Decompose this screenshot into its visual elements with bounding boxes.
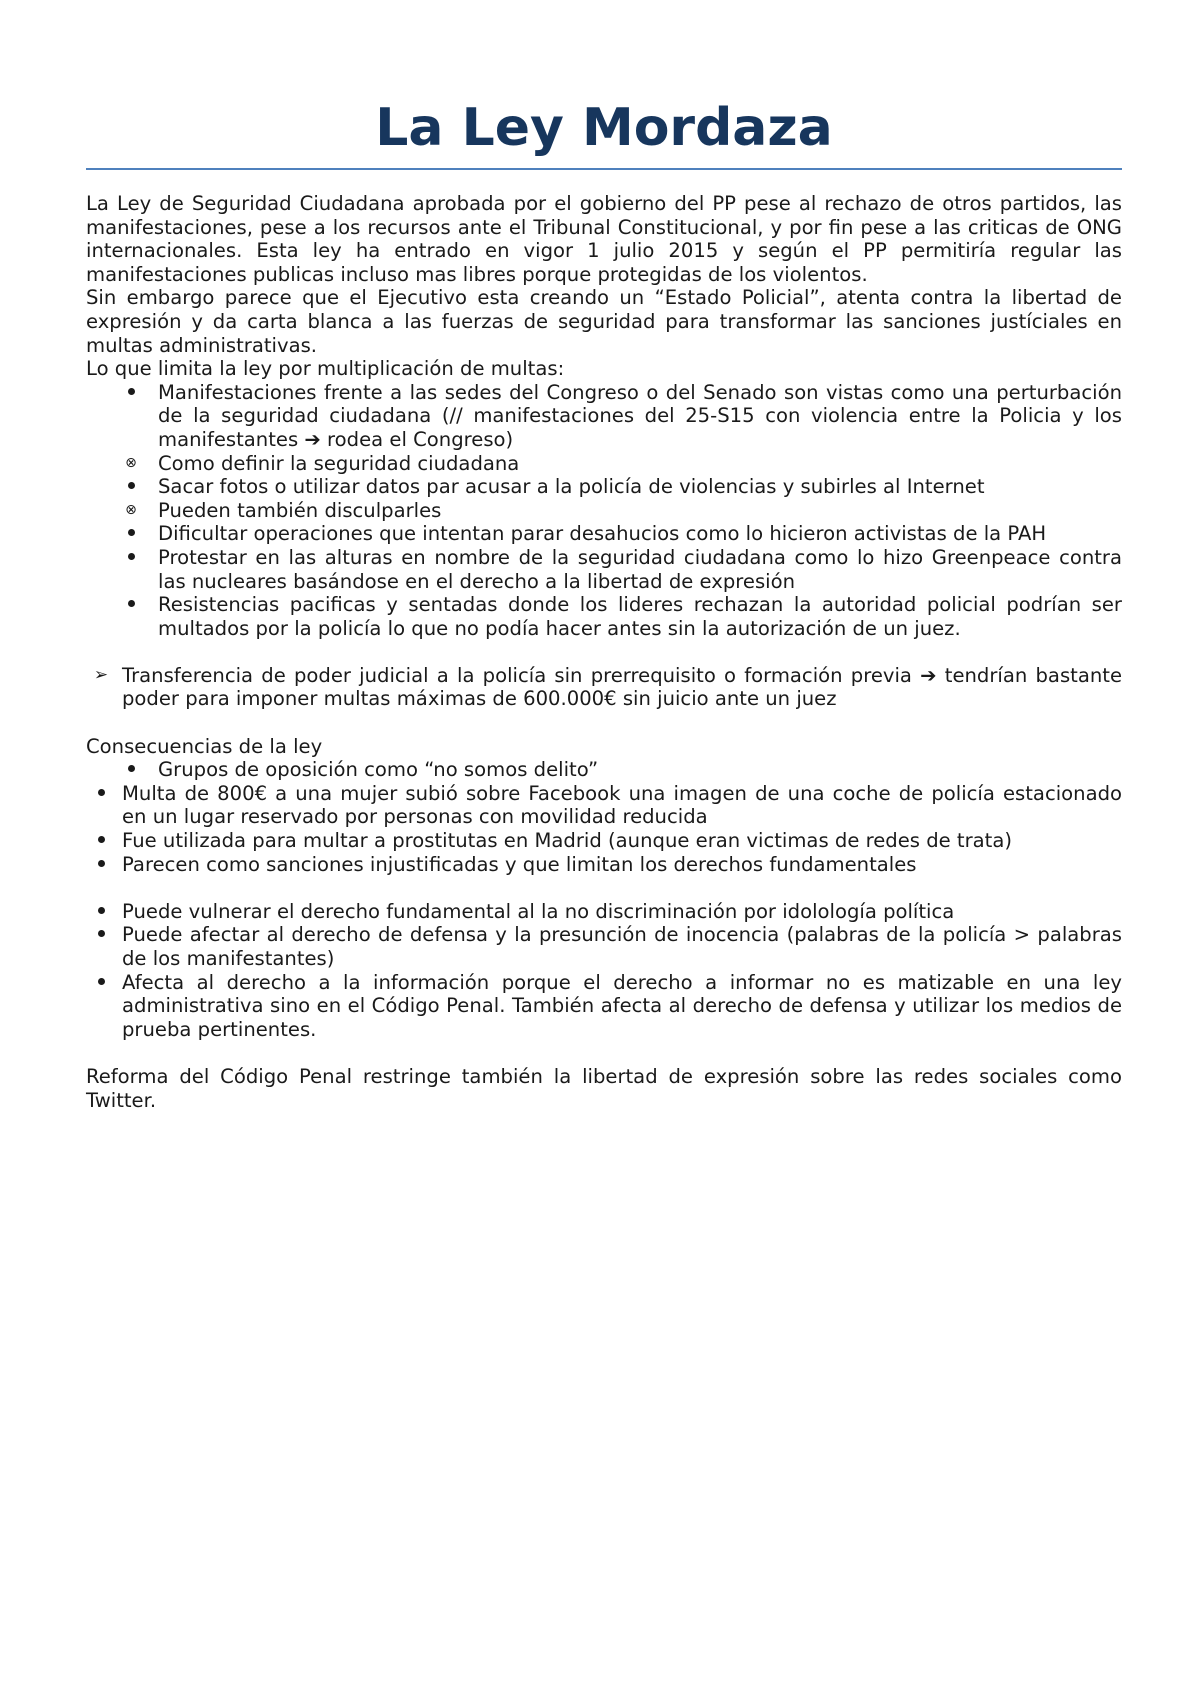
list-item <box>86 452 1122 476</box>
list-item <box>86 971 1122 1042</box>
limits-list <box>86 381 1122 641</box>
consequences-heading: Consecuencias de la ley <box>86 734 323 758</box>
list-item <box>86 853 1122 877</box>
intro-paragraph: Sin embargo parece que el Ejecutivo esta creando un “Estado Policial”, atenta contra la libertad de expresión y da carta blanca a las fuerzas de seguridad para transformar las sanciones justíciales en multas administrativas. <box>86 286 1122 357</box>
bullet-icon <box>86 782 116 806</box>
bullet-icon <box>116 381 146 405</box>
bullet-icon <box>86 900 116 924</box>
bullet-icon <box>86 829 116 853</box>
circled-times-icon: ⊗ <box>125 501 137 518</box>
list-item-text: Manifestaciones frente a las sedes del Congreso o del Senado son vistas como una perturbación de la seguridad ciudadana (// manifestaciones del 25-S15 con violencia entre la Policia y los manifestantes ➔ rodea el Congreso) <box>158 380 1122 451</box>
list-item-text: Multa de 800€ a una mujer subió sobre Facebook una imagen de una coche de policía estacionado en un lugar reservado por personas con movilidad reducida <box>122 781 1122 829</box>
rights-list <box>86 900 1122 1042</box>
document-body <box>86 192 1122 1112</box>
consequences-indented-list <box>86 758 1122 782</box>
blank-line <box>86 640 1122 664</box>
bullet-icon <box>86 971 116 995</box>
list-item-text: Dificultar operaciones que intentan parar desahucios como lo hicieron activistas de la PAH <box>158 522 1047 546</box>
blank-line <box>86 876 1122 900</box>
list-item <box>86 381 1122 452</box>
list-item <box>86 758 1122 782</box>
bullet-icon <box>116 546 146 570</box>
list-item-text: Como definir la seguridad ciudadana <box>158 451 520 475</box>
document-page <box>86 96 1122 1112</box>
list-item-text: Sacar fotos o utilizar datos par acusar a la policía de violencias y subirles al Internet <box>158 475 985 499</box>
list-item-text: Parecen como sanciones injustificadas y que limitan los derechos fundamentales <box>122 852 917 876</box>
bullet-icon <box>116 475 146 499</box>
circled-times-icon: ⊗ <box>125 454 137 471</box>
list-item <box>86 829 1122 853</box>
bullet-icon <box>86 853 116 877</box>
list-item-text: Puede afectar al derecho de defensa y la presunción de inocencia (palabras de la policía > palabras de los manifestantes) <box>122 923 1122 970</box>
intro-paragraph: La Ley de Seguridad Ciudadana aprobada por el gobierno del PP pese al rechazo de otros partidos, las manifestaciones, pese a los recursos ante el Tribunal Constitucional, y por fin pese a las criticas de ONG internacionales. Esta ley ha entrado en vigor 1 julio 2015 y según el PP permitiría regular las manifestaciones publicas incluso mas libres porque protegidas de los violentos. <box>86 192 1122 286</box>
arrowhead-bullet-icon: ➢ <box>93 664 109 685</box>
list-item-text: Afecta al derecho a la información porque el derecho a informar no es matizable en una ley administrativa sino en el Código Penal. También afecta al derecho de defensa y utilizar los medios de prueba pertinentes. <box>122 970 1122 1041</box>
list-item <box>86 593 1122 640</box>
list-item <box>86 900 1122 924</box>
bullet-icon <box>116 758 146 782</box>
bullet-icon <box>86 923 116 947</box>
list-item <box>86 664 1122 711</box>
list-item-text: Resistencias pacificas y sentadas donde los lideres rechazan la autoridad policial podrían ser multados por la policía lo que no podía hacer antes sin la autorización de un juez. <box>158 593 1122 640</box>
list-item <box>86 782 1122 829</box>
blank-line <box>86 1041 1122 1065</box>
blank-line <box>86 711 1122 735</box>
list-item <box>86 475 1122 499</box>
bullet-icon <box>116 522 146 546</box>
closing-paragraph: Reforma del Código Penal restringe también la libertad de expresión sobre las redes sociales como Twitter. <box>86 1064 1122 1112</box>
list-item-text: Pueden también disculparles <box>158 498 442 522</box>
list-item-text: Puede vulnerar el derecho fundamental al la no discriminación por idolología política <box>122 899 955 923</box>
list-item <box>86 522 1122 546</box>
intro-paragraph: Lo que limita la ley por multiplicación de multas: <box>86 357 565 381</box>
list-item-text: Transferencia de poder judicial a la policía sin prerrequisito o formación previa ➔ tendrían bastante poder para imponer multas máximas de 600.000€ sin juicio ante un juez <box>122 663 1122 711</box>
list-item-text: Protestar en las alturas en nombre de la seguridad ciudadana como lo hizo Greenpeace contra las nucleares basándose en el derecho a la libertad de expresión <box>158 545 1122 593</box>
title-underline <box>86 168 1122 170</box>
list-item <box>86 499 1122 523</box>
list-item <box>86 923 1122 970</box>
list-item-text: Grupos de oposición como “no somos delito” <box>158 758 599 782</box>
bullet-icon <box>116 593 146 617</box>
consequences-list <box>86 782 1122 876</box>
transfer-list <box>86 664 1122 711</box>
list-item-text: Fue utilizada para multar a prostitutas en Madrid (aunque eran victimas de redes de trata) <box>122 829 1013 853</box>
document-title: La Ley Mordaza <box>375 98 833 158</box>
list-item <box>86 546 1122 593</box>
